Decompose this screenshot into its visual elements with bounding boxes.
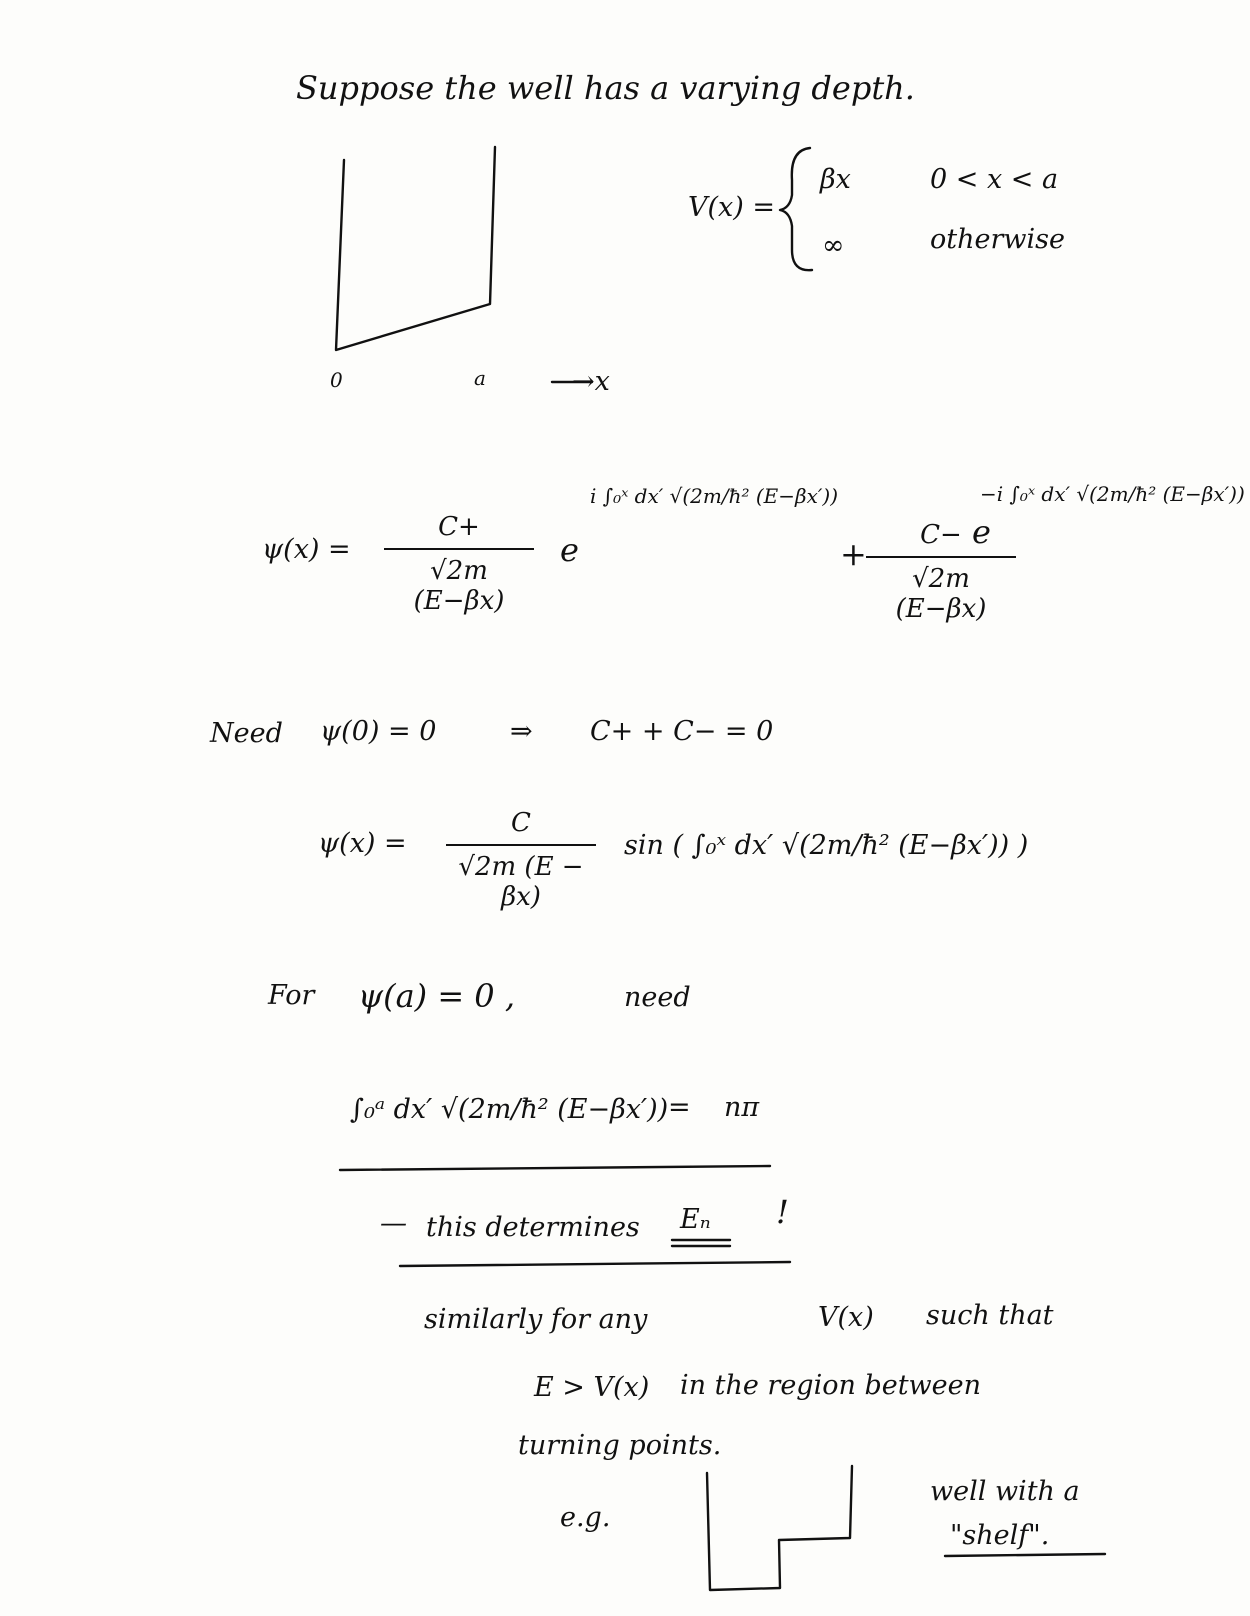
c-minus-coefficient: C− (920, 520, 962, 550)
en-symbol: Eₙ (680, 1204, 711, 1235)
psi-general-denominator-plus: √2m (E−βx) (413, 556, 505, 616)
shelf-underline (945, 1554, 1105, 1556)
shelf-well-sketch (707, 1466, 852, 1590)
eg-label: e.g. (560, 1502, 611, 1533)
quantization-integral: ∫₀ᵃ dx′ √(2m/ħ² (E−βx′)) (350, 1094, 669, 1125)
psi-general-frac-plus (384, 512, 534, 616)
boundary-result: C+ + C− = 0 (590, 716, 774, 747)
exp-base-minus: e (972, 513, 991, 551)
psi-general-denominator-minus: √2m (E−βx) (895, 564, 987, 624)
quantization-condition: ψ(a) = 0 , (358, 977, 515, 1015)
psi-sine-fraction (446, 808, 596, 912)
similarly-line3: turning points. (518, 1430, 722, 1461)
quantization-rhs: nπ (724, 1092, 760, 1123)
potential-case2-cond: otherwise (930, 224, 1065, 255)
quantization-underline (340, 1166, 770, 1170)
quantization-equals: = (668, 1092, 691, 1123)
shelf-label-line1: well with a (930, 1476, 1080, 1507)
exp-minus-exponent: −i ∫₀ˣ dx′ √(2m/ħ² (E−βx′)) (980, 482, 1245, 506)
exclamation: ! (776, 1193, 789, 1231)
quantization-need: need (624, 982, 691, 1013)
similarly-line2a: E > V(x) (534, 1372, 650, 1403)
psi-general-lhs: ψ(x) = (262, 534, 351, 565)
for-text: For (268, 980, 315, 1011)
potential-case1-expr: βx (820, 164, 851, 195)
psi-sine-lhs: ψ(x) = (318, 828, 407, 859)
potential-lhs: V(x) = (688, 192, 775, 223)
potential-case1-cond: 0 < x < a (930, 164, 1059, 195)
heading-text: Suppose the well has a varying depth. (296, 69, 915, 107)
implies-arrow: ⇒ (510, 716, 533, 747)
determines-text: this determines (426, 1212, 640, 1243)
shelf-label-line2: "shelf". (950, 1520, 1050, 1551)
x-axis-label: →x (572, 366, 610, 397)
c-plus-coefficient: C+ (438, 512, 480, 542)
exp-plus-exponent: i ∫₀ˣ dx′ √(2m/ħ² (E−βx′)) (590, 484, 839, 508)
similarly-line1c: such that (926, 1300, 1054, 1331)
similarly-line1a: similarly for any (424, 1304, 648, 1335)
sloped-well-sketch (336, 147, 495, 350)
psi-sine-numerator: C (511, 808, 531, 838)
psi-general-frac-minus (866, 520, 1016, 624)
similarly-line1b: V(x) (818, 1302, 874, 1333)
potential-case2-expr: ∞ (822, 230, 845, 261)
psi-sine-denominator: √2m (E − βx) (458, 852, 584, 912)
a-label: a (474, 366, 486, 390)
exp-base-plus: e (560, 531, 579, 569)
psi-sine-rhs: sin ( ∫₀ˣ dx′ √(2m/ħ² (E−βx′)) ) (624, 830, 1029, 861)
origin-label: 0 (330, 368, 343, 392)
plus-sign: + (840, 535, 867, 573)
similarly-line2b: in the region between (680, 1370, 982, 1401)
determines-underline (400, 1262, 790, 1266)
determines-dash: — (380, 1208, 407, 1239)
need-label: Need (210, 718, 283, 749)
boundary-condition: ψ(0) = 0 (320, 716, 437, 747)
piecewise-brace (780, 148, 812, 270)
